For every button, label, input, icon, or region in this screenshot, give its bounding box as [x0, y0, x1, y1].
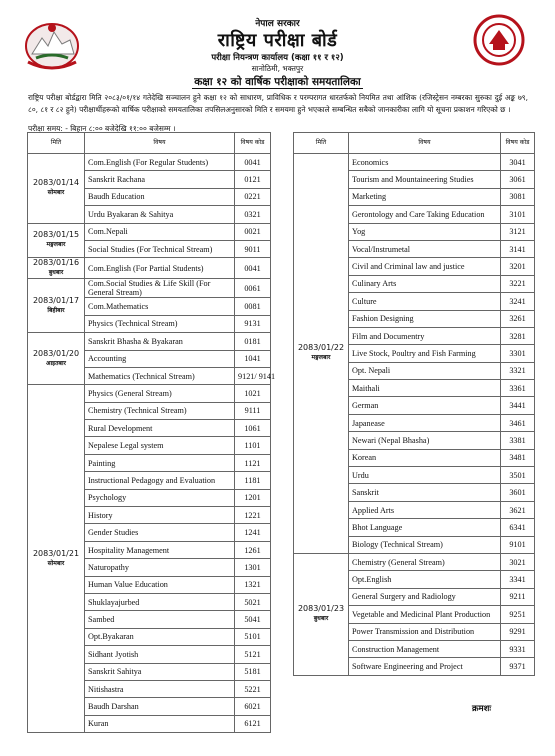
- subject-code: 1201: [235, 489, 271, 506]
- subject-name: Software Engineering and Project: [349, 658, 501, 675]
- subject-code: 0041: [235, 154, 271, 171]
- subject-name: Physics (General Stream): [85, 385, 235, 402]
- subject-code: 3121: [501, 223, 535, 240]
- subject-code: 1101: [235, 437, 271, 454]
- weekday: आइतबार: [46, 359, 66, 367]
- subject-code: 3201: [501, 258, 535, 275]
- subject-code: 5021: [235, 593, 271, 610]
- weekday: बुधबार: [313, 615, 329, 623]
- exam-date: [28, 258, 85, 279]
- subject-name: German: [349, 397, 501, 414]
- col-header-code: विषय कोड: [501, 133, 535, 154]
- subject-code: 3321: [501, 362, 535, 379]
- subject-code: 3141: [501, 240, 535, 257]
- subject-code: 3621: [501, 501, 535, 518]
- subject-code: 0081: [235, 298, 271, 315]
- subject-name: Com.English (For Regular Students): [85, 154, 235, 171]
- subject-name: Nepalese Legal system: [85, 437, 235, 454]
- date-value: 2083/01/17: [32, 295, 80, 305]
- subject-name: Power Transmission and Distribution: [349, 623, 501, 640]
- subject-code: 1061: [235, 420, 271, 437]
- subject-name: Biology (Technical Stream): [349, 536, 501, 553]
- subject-code: 3381: [501, 432, 535, 449]
- subject-code: 3261: [501, 310, 535, 327]
- exam-date: [294, 553, 349, 675]
- col-header-subject: विषय: [349, 133, 501, 154]
- subject-name: Human Value Education: [85, 576, 235, 593]
- table-row: [28, 385, 271, 402]
- subject-code: 3281: [501, 327, 535, 344]
- subject-code: 9111: [235, 402, 271, 419]
- subject-name: Com.English (For Partial Students): [85, 258, 235, 279]
- subject-code: 6021: [235, 698, 271, 715]
- subject-code: 1021: [235, 385, 271, 402]
- office-name: परीक्षा नियन्त्रण कार्यालय (कक्षा ११ र १२): [211, 53, 344, 63]
- subject-name: Gerontology and Care Taking Education: [349, 206, 501, 223]
- subject-code: 0061: [235, 279, 271, 298]
- exam-date: [28, 333, 85, 385]
- subject-code: 3221: [501, 275, 535, 292]
- subject-name: Psychology: [85, 489, 235, 506]
- subject-name: Com.Mathematics: [85, 298, 235, 315]
- subject-name: Construction Management: [349, 640, 501, 657]
- subject-name: Hospitality Management: [85, 541, 235, 558]
- subject-code: 9011: [235, 240, 271, 257]
- subject-name: Sanskrit Rachana: [85, 171, 235, 188]
- exam-date: [28, 154, 85, 224]
- subject-name: Film and Documentry: [349, 327, 501, 344]
- office-location: सानोठिमी, भक्तपुर: [251, 64, 304, 73]
- subject-code: 9331: [501, 640, 535, 657]
- subject-code: 1321: [235, 576, 271, 593]
- subject-name: Sidhant Jyotish: [85, 646, 235, 663]
- subject-code: 5101: [235, 628, 271, 645]
- subject-name: Baudh Darshan: [85, 698, 235, 715]
- subject-name: Shuklayajurbed: [85, 593, 235, 610]
- subject-code: 1241: [235, 524, 271, 541]
- table-row: [28, 154, 271, 171]
- exam-date: [28, 279, 85, 333]
- board-seal-icon: [473, 14, 525, 66]
- subject-code: 0121: [235, 171, 271, 188]
- subject-code: 0021: [235, 223, 271, 240]
- schedule-title: कक्षा १२ को वार्षिक परीक्षाको समयतालिका: [194, 76, 361, 88]
- subject-name: Culture: [349, 293, 501, 310]
- col-header-code: विषय कोड: [235, 133, 271, 154]
- subject-code: 5181: [235, 663, 271, 680]
- subject-name: Marketing: [349, 188, 501, 205]
- table-row: [28, 279, 271, 298]
- subject-code: 1301: [235, 559, 271, 576]
- subject-code: 5221: [235, 680, 271, 697]
- col-header-date: मिति: [294, 133, 349, 154]
- weekday: मङ्गलबार: [46, 241, 66, 249]
- continued-label: क्रमशः: [472, 704, 492, 714]
- subject-code: 3061: [501, 171, 535, 188]
- subject-code: 0221: [235, 188, 271, 205]
- subject-name: Kuran: [85, 715, 235, 732]
- subject-name: Vegetable and Medicinal Plant Production: [349, 606, 501, 623]
- subject-code: 3101: [501, 206, 535, 223]
- subject-name: Chemistry (Technical Stream): [85, 402, 235, 419]
- subject-name: Yog: [349, 223, 501, 240]
- subject-code: 6341: [501, 519, 535, 536]
- subject-code: 3341: [501, 571, 535, 588]
- subject-name: Nitishastra: [85, 680, 235, 697]
- subject-code: 1041: [235, 350, 271, 367]
- date-value: 2083/01/14: [32, 178, 80, 188]
- subject-code: 3081: [501, 188, 535, 205]
- col-header-date: मिति: [28, 133, 85, 154]
- schedule-table-right: [293, 132, 535, 676]
- subject-name: Com.Social Studies & Life Skill (For General Stream): [85, 279, 235, 298]
- subject-code: 1261: [235, 541, 271, 558]
- subject-name: Naturopathy: [85, 559, 235, 576]
- subject-name: Culinary Arts: [349, 275, 501, 292]
- subject-code: 9251: [501, 606, 535, 623]
- subject-name: Opt.Byakaran: [85, 628, 235, 645]
- exam-date: [28, 385, 85, 733]
- subject-code: 3601: [501, 484, 535, 501]
- subject-name: Live Stock, Poultry and Fish Farming: [349, 345, 501, 362]
- subject-name: Painting: [85, 454, 235, 471]
- date-value: 2083/01/21: [32, 548, 80, 558]
- subject-name: Baudh Education: [85, 188, 235, 205]
- subject-code: 9131: [235, 315, 271, 332]
- table-row: [294, 553, 535, 570]
- subject-code: 3501: [501, 467, 535, 484]
- subject-name: Fashion Designing: [349, 310, 501, 327]
- notice-paragraph: राष्ट्रिय परीक्षा बोर्डद्वारा मिति २०८३/०१/१४ गतेदेखि सञ्चालन हुने कक्षा १२ को साधारण, प्राविधिक र परम्परागत धारतर्फको नियमित तथा आंशिक (रजिस्ट्रेसन नम्बरका सुरुका दुई अङ्क ७९, ८०, ८१ र ८२ हुने) परीक्षार्थीहरूको वार्षिक परीक्षाको समयतालिका तपसिलअनुसारको मिति र समयमा हुने भएकाले सम्बन्धित सबैको जानकारीका लागि यो सूचना प्रकाशन गरिएको छ ।: [28, 93, 528, 114]
- subject-code: 1221: [235, 507, 271, 524]
- subject-name: Gender Studies: [85, 524, 235, 541]
- date-value: 2083/01/20: [32, 348, 80, 358]
- weekday: मङ्गलबार: [311, 354, 331, 362]
- subject-name: Sambed: [85, 611, 235, 628]
- subject-code: 5041: [235, 611, 271, 628]
- subject-name: Sanskrit Sahitya: [85, 663, 235, 680]
- subject-name: Newari (Nepal Bhasha): [349, 432, 501, 449]
- subject-name: Sanskrit: [349, 484, 501, 501]
- date-value: 2083/01/15: [32, 230, 80, 240]
- subject-code: 3241: [501, 293, 535, 310]
- subject-code: 3481: [501, 449, 535, 466]
- subject-code: 0181: [235, 333, 271, 350]
- subject-name: Tourism and Mountaineering Studies: [349, 171, 501, 188]
- date-value: 2083/01/16: [32, 258, 80, 268]
- table-row: [28, 258, 271, 279]
- subject-name: Urdu Byakaran & Sahitya: [85, 206, 235, 223]
- subject-code: 3021: [501, 553, 535, 570]
- subject-name: Economics: [349, 154, 501, 171]
- subject-name: Urdu: [349, 467, 501, 484]
- subject-name: Mathematics (Technical Stream): [85, 367, 235, 384]
- subject-code: 9291: [501, 623, 535, 640]
- table-row: [28, 333, 271, 350]
- subject-name: Physics (Technical Stream): [85, 315, 235, 332]
- date-value: 2083/01/23: [297, 604, 345, 614]
- subject-name: General Surgery and Radiology: [349, 588, 501, 605]
- subject-name: Civil and Criminal law and justice: [349, 258, 501, 275]
- subject-name: Opt.English: [349, 571, 501, 588]
- subject-name: Vocal/Instrumetal: [349, 240, 501, 257]
- subject-code: 3041: [501, 154, 535, 171]
- subject-code: 3361: [501, 380, 535, 397]
- subject-code: 5121: [235, 646, 271, 663]
- subject-name: Japanease: [349, 414, 501, 431]
- weekday: सोमबार: [47, 189, 65, 197]
- page-header: [0, 0, 555, 92]
- subject-name: Accounting: [85, 350, 235, 367]
- subject-name: Sanskrit Bhasha & Byakaran: [85, 333, 235, 350]
- subject-code: 9371: [501, 658, 535, 675]
- subject-code: 6121: [235, 715, 271, 732]
- exam-time: परीक्षा समय: - बिहान ८:०० बजेदेखि ११:०० बजेसम्म ।: [28, 124, 176, 133]
- subject-code: 3461: [501, 414, 535, 431]
- subject-code: 3301: [501, 345, 535, 362]
- table-row: [294, 154, 535, 171]
- subject-code: 9101: [501, 536, 535, 553]
- subject-code: 0321: [235, 206, 271, 223]
- subject-name: Opt. Nepali: [349, 362, 501, 379]
- weekday: बिहीबार: [47, 306, 65, 314]
- subject-name: Maithali: [349, 380, 501, 397]
- weekday: बुधबार: [48, 269, 64, 277]
- subject-code: 1121: [235, 454, 271, 471]
- subject-name: History: [85, 507, 235, 524]
- subject-name: Rural Development: [85, 420, 235, 437]
- table-row: [28, 223, 271, 240]
- weekday: सोमबार: [47, 559, 65, 567]
- schedule-table-left: [27, 132, 276, 733]
- subject-code: 0041: [235, 258, 271, 279]
- subject-name: Chemistry (General Stream): [349, 553, 501, 570]
- subject-name: Applied Arts: [349, 501, 501, 518]
- subject-name: Instructional Pedagogy and Evaluation: [85, 472, 235, 489]
- col-header-subject: विषय: [85, 133, 235, 154]
- subject-name: Social Studies (For Technical Stream): [85, 240, 235, 257]
- subject-code: 9211: [501, 588, 535, 605]
- subject-name: Korean: [349, 449, 501, 466]
- subject-name: Bhot Language: [349, 519, 501, 536]
- subject-name: Com.Nepali: [85, 223, 235, 240]
- date-value: 2083/01/22: [297, 343, 345, 353]
- exam-date: [28, 223, 85, 258]
- board-name: राष्ट्रिय परीक्षा बोर्ड: [217, 30, 338, 51]
- government-name: नेपाल सरकार: [255, 19, 300, 29]
- subject-code: 1181: [235, 472, 271, 489]
- subject-code: 9121/ 9141: [235, 367, 271, 384]
- exam-date: [294, 154, 349, 554]
- subject-code: 3441: [501, 397, 535, 414]
